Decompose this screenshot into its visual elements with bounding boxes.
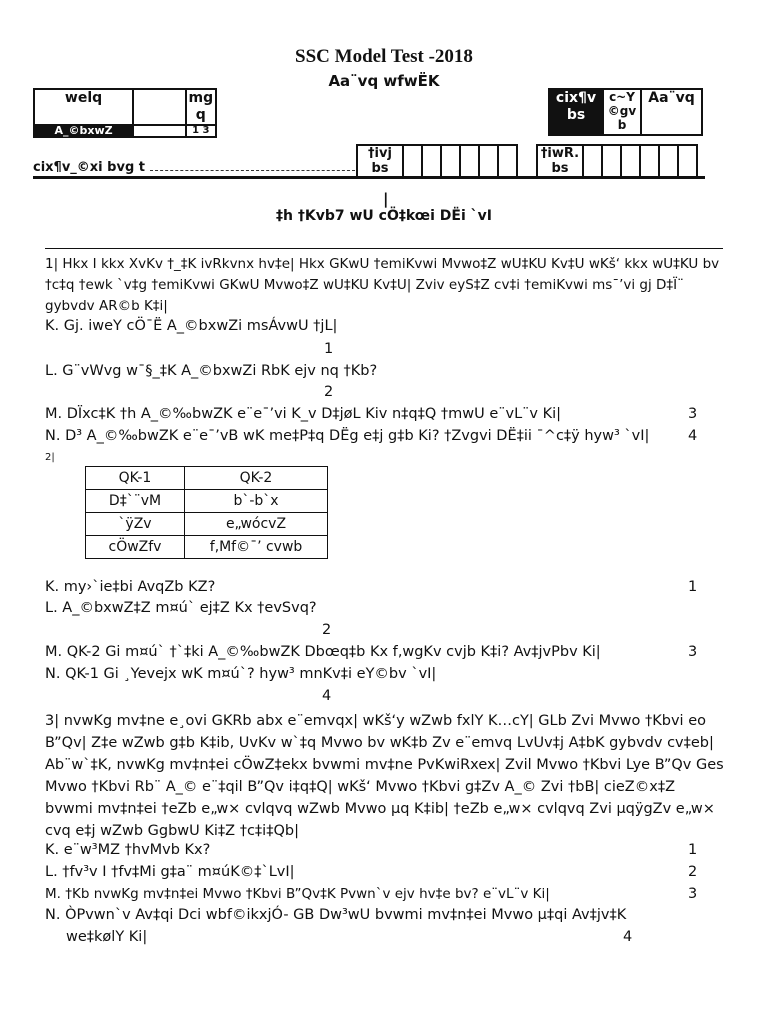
candidate-name-label: cix¶v_©xi bvg t [33, 160, 145, 175]
header-divider [33, 176, 705, 179]
q2-m-mark: 3 [688, 644, 698, 660]
q1-stem: 1| Hkx I kkx XvKv †_‡K ivRkvnx hv‡e| Hkx GKwU †emiKvwi Mvwo‡Z wU‡KU Kv‡U wKš‘ kkx wU‡KU bv †c‡q †ewk `v‡g †emiKvwi GKwU Mvwo‡Z wU‡KU Kv‡U| Zviv eyS‡Z cv‡i †emiKvwi ms¯’vi gj D‡Ï¨ gybvdv AR©b K‡i| [45, 256, 720, 314]
section-divider [45, 248, 723, 249]
full-marks-label: c~Y ©gv b [603, 89, 641, 135]
q2-k-mark: 1 [688, 579, 698, 595]
table-cell: `ÿZv [86, 513, 185, 536]
table-cell: cÖwZfv [86, 536, 185, 559]
q2-l-mark: 2 [322, 622, 332, 638]
table-cell: QK-2 [185, 467, 328, 490]
subject-label: welq [34, 89, 133, 125]
roll-box [356, 144, 518, 178]
exam-info-box [548, 88, 703, 136]
q3-n-continued: we‡kølY Ki| [66, 929, 148, 945]
q3-l: L. †fv³v I †fv‡Mi g‡a¨ m¤úK©‡`LvI| [45, 864, 295, 880]
q2-l: L. A_©bxwZ‡Z m¤ú` ej‡Z Kx †evSvq? [45, 600, 317, 616]
q1-k-mark: 1 [324, 341, 334, 357]
q1-n: N. D³ A_©‰bwZK e¨e¯’vB wK me‡P‡q DËg e‡j g‡b Ki? †Zvgvi DË‡ii ¯^c‡ÿ hyw³ `vI| [45, 428, 650, 444]
exam-title: SSC Model Test -2018 [295, 46, 473, 67]
q2-n: N. QK-1 Gi ¸Yevejx wK m¤ú`? hyw³ mnKv‡i eY©bv `vI| [45, 666, 437, 682]
q3-stem: 3| nvwKg mv‡ne e¸ovi GKRb abx e¨emvqx| wKš‘y wZwb fxlY K…cY| GLb Zvi Mvwo †Kbvi eo B”Qv| Z‡e wZwb g‡b K‡ib, UvKv w`‡q Mvwo bv wK‡b Zv e¨emvq LvUv‡j A‡bK gybvdv cv‡eb| Ab¨w`‡K, nvwKg mv‡n‡ei cÖwZ‡ekx bvwmi mv‡ne PvKwiRxex| Zvil Mvwo †Kbvi Lye B”Qv Ges Mvwo †Kbvi Rb¨ A_© e¨‡qil B”Qv i‡q‡Q| wKš‘ Mvwo †Kbvi g‡Zv A_© Zvi †bB| cieZ©x‡Z bvwmi mv‡n‡ei †eZb e„w× cvlqvq wZwb Mvwo µq K‡ib| †eZb e„w× cvlqvq Zvi µqÿgZv e„w× cvq e‡j wZwb GgbwU Ki‡Z †c‡i‡Qb| [45, 713, 724, 839]
q3-l-mark: 2 [688, 864, 698, 880]
table-cell: f‚Mf©¯’ cvwb [185, 536, 328, 559]
table-cell: QK-1 [86, 467, 185, 490]
q1-m: M. DÏxc‡K †h A_©‰bwZK e¨e¯’vi K_v D‡jøL Kiv n‡q‡Q †mwU e¨vL¨v Ki| [45, 406, 562, 422]
instruction-title: ‡h †Kvb7 wU cÖ‡kœi DËi `vI [276, 208, 492, 224]
q1-n-mark: 4 [688, 428, 698, 444]
q1-m-mark: 3 [688, 406, 698, 422]
subject-info-box [33, 88, 217, 138]
registration-label: †iwR. bs [537, 145, 583, 177]
q2-table [85, 466, 328, 559]
q3-n-mark: 4 [623, 929, 633, 945]
q2-k: K. my›`ie‡bi AvqZb KZ? [45, 579, 216, 595]
q1-l-mark: 2 [324, 384, 334, 400]
q3-k: K. e¨w³MZ †hvMvb Kx? [45, 842, 211, 858]
q3-m: M. †Kb nvwKg mv‡n‡ei Mvwo †Kbvi B”Qv‡K Pvwn`v ejv hv‡e bv? e¨vL¨v Ki| [45, 886, 550, 902]
code-label: mg q [186, 89, 216, 125]
q3-n: N. ÒPvwn`v Av‡qi Dci wbf©ikxjÓ- GB Dw³wU bvwmi mv‡n‡ei Mvwo µ‡qi Av‡jv‡K [45, 907, 627, 923]
empty-cell [133, 89, 186, 125]
q1-k: K. Gj. iweY cÖ¯Ë A_©bxwZi msÁvwU †jL| [45, 318, 338, 334]
chapter-label: Aa¨vq [641, 89, 702, 135]
table-row [86, 513, 328, 536]
table-cell: e„wócvZ [185, 513, 328, 536]
exam-no-label: cix¶v bs [549, 89, 603, 135]
name-dotted-line [150, 170, 355, 171]
q3-k-mark: 1 [688, 842, 698, 858]
table-cell: b`-b`x [185, 490, 328, 513]
empty-cell [133, 125, 186, 137]
q2-m: M. QK-2 Gi m¤ú` †`‡ki A_©‰bwZK Dbœq‡b Kx f‚wgKv cvjb K‡i? Av‡jvPbv Ki| [45, 644, 601, 660]
table-cell: D‡`¨vM [86, 490, 185, 513]
table-row [86, 490, 328, 513]
registration-box [536, 144, 698, 178]
roll-label: †ivj bs [357, 145, 403, 177]
q2-n-mark: 4 [322, 688, 332, 704]
table-row [86, 467, 328, 490]
tick-mark: | [383, 190, 389, 208]
q2-label: 2| [45, 452, 55, 463]
exam-subtitle: Aa¨vq wfwËK [328, 72, 440, 90]
code-value: 1 3 [186, 125, 216, 137]
q1-l: L. G¨vWvg w¯§_‡K A_©bxwZi RbK ejv nq †Kb? [45, 363, 378, 379]
subject-value: A_©bxwZ [34, 125, 133, 137]
q3-m-mark: 3 [688, 886, 698, 902]
table-row [86, 536, 328, 559]
